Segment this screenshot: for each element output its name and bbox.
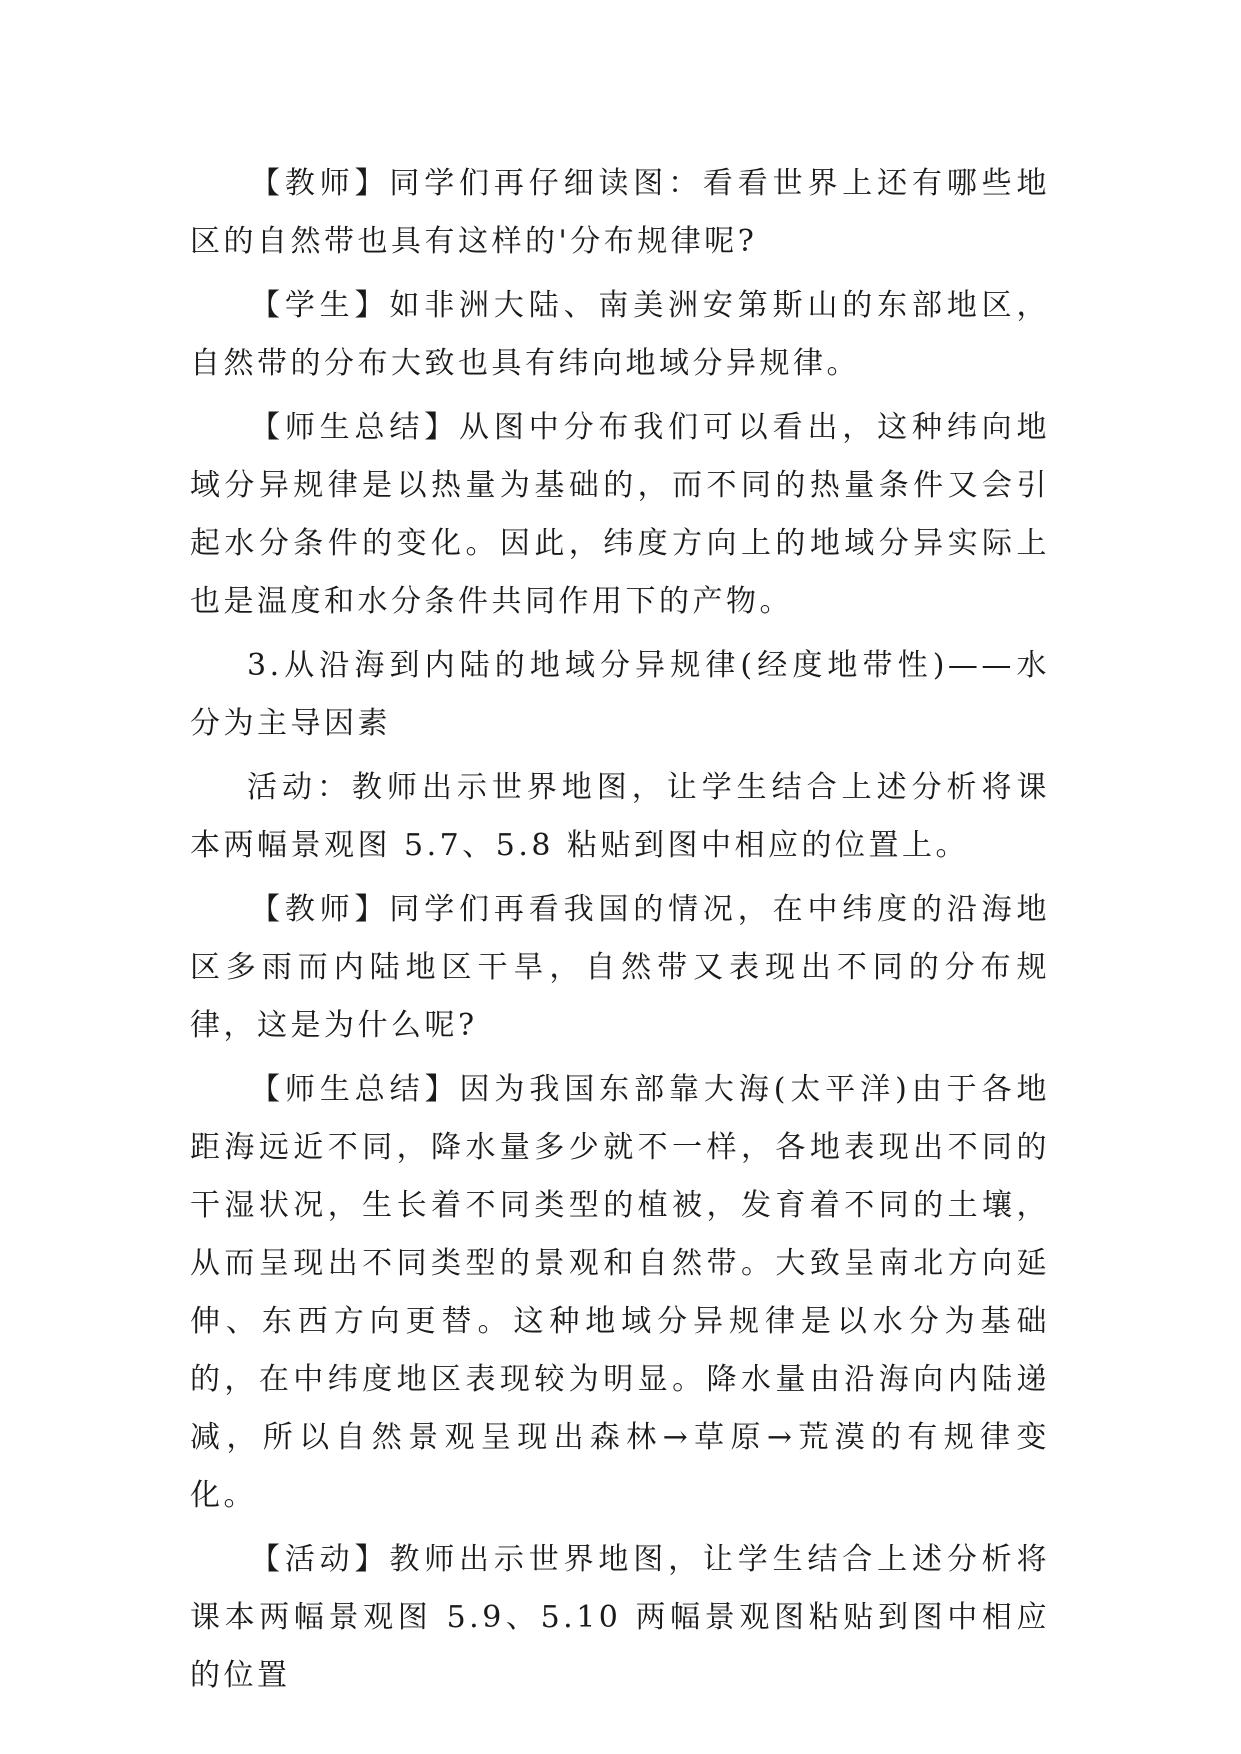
paragraph-student-answer: 【学生】如非洲大陆、南美洲安第斯山的东部地区，自然带的分布大致也具有纬向地域分异规律。 [190, 288, 1050, 381]
paragraph-activity-2: 【活动】教师出示世界地图，让学生结合上述分析将课本两幅景观图 5.9、5.10 两幅景观图粘贴到图中相应的位置 [190, 1542, 1050, 1693]
paragraph-teacher-question: 【教师】同学们再仔细读图：看看世界上还有哪些地区的自然带也具有这样的'分布规律呢? [190, 166, 1050, 259]
document-page [190, 155, 1050, 1711]
paragraph-activity-1: 活动：教师出示世界地图，让学生结合上述分析将课本两幅景观图 5.7、5.8 粘贴到图中相应的位置上。 [190, 770, 1050, 863]
paragraph-summary-longitude: 【师生总结】因为我国东部靠大海(太平洋)由于各地距海远近不同，降水量多少就不一样，各地表现出不同的干湿状况，生长着不同类型的植被，发育着不同的土壤，从而呈现出不同类型的景观和自然带。大致呈南北方向延伸、东西方向更替。这种地域分异规律是以水分为基础的，在中纬度地区表现较为明显。降水量由沿海向内陆递减，所以自然景观呈现出森林→草原→荒漠的有规律变化。 [190, 1072, 1050, 1513]
paragraph-summary-latitude: 【师生总结】从图中分布我们可以看出，这种纬向地域分异规律是以热量为基础的，而不同的热量条件又会引起水分条件的变化。因此，纬度方向上的地域分异实际上也是温度和水分条件共同作用下的产物。 [190, 410, 1050, 619]
paragraph-teacher-china: 【教师】同学们再看我国的情况，在中纬度的沿海地区多雨而内陆地区干旱，自然带又表现出不同的分布规律，这是为什么呢? [190, 892, 1050, 1043]
paragraph-heading-longitude: 3.从沿海到内陆的地域分异规律(经度地带性)——水分为主导因素 [190, 648, 1050, 741]
